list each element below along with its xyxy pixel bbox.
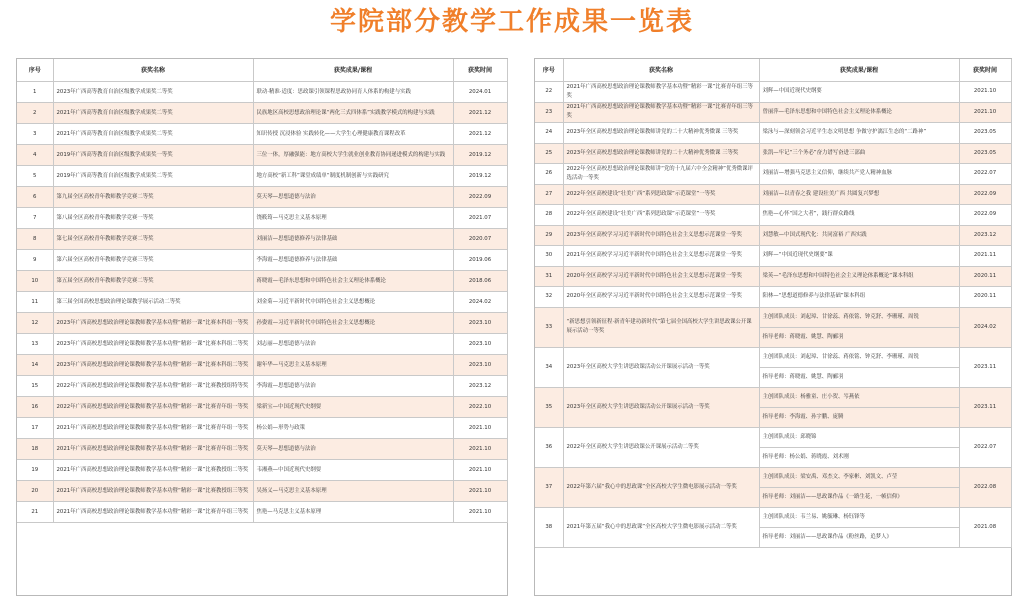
award-result: 刘辉—“中国近现代史纲要”课: [759, 246, 959, 267]
row-number: 4: [17, 145, 53, 166]
award-result: 焦艳—心怀“国之大者”，践行群众路线: [759, 205, 959, 226]
award-time: 2021.10: [453, 481, 507, 502]
table-row: [17, 103, 507, 124]
award-name: 2023年全区高校学习习近平新时代中国特色社会主义思想示范课堂一等奖: [563, 225, 759, 246]
table-row: [535, 507, 1011, 547]
award-result: 梁英—“毛泽东思想和中国特色社会主义理论体系概论”课本科组: [759, 266, 959, 287]
table-row: [535, 205, 1011, 226]
award-result: 谢年华—马克思主义基本原理: [253, 355, 453, 376]
award-time: 2023.10: [453, 334, 507, 355]
award-time: 2024.02: [453, 292, 507, 313]
table-row: [535, 246, 1011, 267]
award-name: 2021年广西高等教育自治区级教学成果奖二等奖: [53, 124, 253, 145]
table-row: [17, 124, 507, 145]
award-time: 2022.09: [453, 187, 507, 208]
award-name: 第九届全区高校青年教师教学竞赛二等奖: [53, 187, 253, 208]
award-time: 2023.11: [959, 347, 1011, 387]
award-name: 2023年广西高校思想政治理论课教师教学基本功暨“精彩一课”比赛本科组二等奖: [53, 355, 253, 376]
table-row: [17, 418, 507, 439]
left-table-panel: [16, 58, 508, 596]
table-row: [17, 502, 507, 523]
row-number: 16: [17, 397, 53, 418]
right-table-panel: [534, 58, 1012, 596]
award-result: 李海霞—思想道德与法治: [253, 376, 453, 397]
award-time: 2021.07: [453, 208, 507, 229]
row-number: 1: [17, 82, 53, 103]
team-members: 主创团队成员：邱晓锦: [760, 428, 959, 448]
award-name: 2021年广西高校思想政治理论课教师教学基本功暨“精彩一课”比赛青年组二等奖: [53, 439, 253, 460]
header-award: 获奖名称: [53, 59, 253, 82]
award-time: 2021.12: [453, 103, 507, 124]
table-row: [17, 481, 507, 502]
row-number: 28: [535, 205, 563, 226]
award-name: 2022年全区高校建设“壮美广西”系列思政课”示范课堂”一等奖: [563, 205, 759, 226]
row-number: 38: [535, 507, 563, 547]
award-time: 2020.11: [959, 266, 1011, 287]
table-row: [535, 307, 1011, 347]
award-result: 李海霞—思想道德修养与法律基础: [253, 250, 453, 271]
row-number: 26: [535, 164, 563, 185]
row-number: 11: [17, 292, 53, 313]
award-result: 杨公娟—形势与政策: [253, 418, 453, 439]
award-name: 2023年全区高校大学生讲思政课活动公开课展示活动一等奖: [563, 347, 759, 387]
award-result: 曾丽萍—毛泽东思想和中国特色社会主义理论体系概论: [759, 102, 959, 123]
award-time: 2023.11: [959, 387, 1011, 427]
header-result: 获奖成果/课程: [759, 59, 959, 82]
row-number: 18: [17, 439, 53, 460]
row-number: 23: [535, 102, 563, 123]
award-name: 2022年第六届“我心中的思政课”全区高校大学生微电影展示活动一等奖: [563, 467, 759, 507]
row-number: 33: [535, 307, 563, 347]
award-time: 2021.10: [959, 82, 1011, 103]
award-name: “新思想引领新征程·新青年建功新时代”第七届全国高校大学生讲思政课公开课展示活动一等奖: [563, 307, 759, 347]
table-header-row: [17, 59, 507, 82]
award-name: 2019年广西高等教育自治区级教学成果奖二等奖: [53, 166, 253, 187]
award-name: 2021年广西高等教育自治区级教学成果奖二等奖: [53, 103, 253, 124]
award-name: 2019年广西高等教育自治区级教学成果奖一等奖: [53, 145, 253, 166]
award-time: 2022.07: [959, 164, 1011, 185]
award-result: 刘慧敏—中国式现代化：共同富裕 广西实践: [759, 225, 959, 246]
award-name: 2022年广西高校思想政治理论课教师教学基本功暨“精彩一课”比赛教授组特等奖: [53, 376, 253, 397]
row-number: 10: [17, 271, 53, 292]
award-result: 刘辉—中国近现代史纲要: [759, 82, 959, 103]
award-result: [759, 307, 959, 347]
table-row: [535, 266, 1011, 287]
award-result: 梁泳与—深刻领会习近平生态文明思想 争做守护漓江生态的“二路神”: [759, 123, 959, 144]
award-result: 联动·精准·适度：思政课引领课程思政协同育人体系的构建与实践: [253, 82, 453, 103]
right-table-body: [535, 82, 1011, 548]
award-time: 2021.10: [453, 502, 507, 523]
row-number: 36: [535, 427, 563, 467]
table-row: [17, 145, 507, 166]
header-time: 获奖时间: [959, 59, 1011, 82]
row-number: 15: [17, 376, 53, 397]
award-time: 2021.12: [453, 124, 507, 145]
table-row: [17, 292, 507, 313]
award-result: 饶筱筠—马克思主义基本原理: [253, 208, 453, 229]
row-number: 21: [17, 502, 53, 523]
row-number: 35: [535, 387, 563, 427]
table-row: [17, 82, 507, 103]
award-time: 2023.05: [959, 123, 1011, 144]
advisors: 指导老师：蒋晓霞、姚慧、陶郦羽: [762, 373, 844, 380]
award-name: 2022年全区高校建设“壮美广西”系列思政课”示范课堂”一等奖: [563, 184, 759, 205]
award-name: 第六届全区高校青年教师教学竞赛三等奖: [53, 250, 253, 271]
award-name: 2023年全区高校思想政治理论课教师讲党的二十大精神优秀微课 三等奖: [563, 143, 759, 164]
award-time: 2018.06: [453, 271, 507, 292]
table-row: [535, 387, 1011, 427]
team-members: 主创团队成员：杨雅童、庄小贺、岑燕依: [760, 388, 959, 408]
award-name: 2021年广西高校思想政治理论课教师教学基本功暨“精彩一课”比赛教授组三等奖: [53, 481, 253, 502]
award-result: 莫天琴—思想道德与法治: [253, 439, 453, 460]
left-awards-table: [17, 59, 508, 523]
advisors: 指导老师：杨公娟、蒋晓霞、刘术刚: [762, 453, 849, 460]
left-table-body: [17, 82, 507, 523]
row-number: 24: [535, 123, 563, 144]
award-result: 地方高校“新工科”课堂成绩单“制度机制创新与实践研究: [253, 166, 453, 187]
table-row: [535, 225, 1011, 246]
award-time: 2022.09: [959, 205, 1011, 226]
award-result: 蒋晓霞—毛泽东思想和中国特色社会主义理论体系概论: [253, 271, 453, 292]
award-result: 刘金菊—习近平新时代中国特色社会主义思想概论: [253, 292, 453, 313]
award-result: 刘丽洁—以青春之我 建设壮美广西 共圆复兴梦想: [759, 184, 959, 205]
row-number: 29: [535, 225, 563, 246]
award-time: 2022.09: [959, 184, 1011, 205]
row-number: 3: [17, 124, 53, 145]
award-result: 焦艳—马克思主义基本原理: [253, 502, 453, 523]
award-result: [759, 347, 959, 387]
award-time: 2022.07: [959, 427, 1011, 467]
award-result: 刘丽洁—思想道德修养与法律基础: [253, 229, 453, 250]
award-name: 2021年广西高校思想政治理论课教师教学基本功暨“精彩一课”比赛青年组一等奖: [53, 418, 253, 439]
page-title: 学院部分教学工作成果一览表: [329, 7, 694, 37]
award-time: 2020.07: [453, 229, 507, 250]
row-number: 2: [17, 103, 53, 124]
row-number: 7: [17, 208, 53, 229]
award-time: 2023.12: [959, 225, 1011, 246]
award-time: 2021.10: [959, 102, 1011, 123]
row-number: 25: [535, 143, 563, 164]
team-members: 主创团队成员：韦兰易、姚毓琳、杨钰锋等: [760, 508, 959, 528]
award-name: 2022年广西高校思想政治理论课教师教学基本功暨“精彩一课”比赛青年组一等奖: [53, 397, 253, 418]
award-result: 孙姿霞—习近平新时代中国特色社会主义思想概论: [253, 313, 453, 334]
row-number: 9: [17, 250, 53, 271]
award-result: [759, 507, 959, 547]
award-result: 吴扬义—马克思主义基本原理: [253, 481, 453, 502]
award-result: [759, 387, 959, 427]
award-time: 2021.10: [453, 418, 507, 439]
award-name: 2021年全区高校学习习近平新时代中国特色社会主义思想示范课堂一等奖: [563, 246, 759, 267]
award-name: 2021年第五届“我心中的思政课”全区高校大学生微电影展示活动二等奖: [563, 507, 759, 547]
row-number: 19: [17, 460, 53, 481]
award-name: 2023年广西高等教育自治区级教学成果奖二等奖: [53, 82, 253, 103]
header-award: 获奖名称: [563, 59, 759, 82]
table-row: [17, 397, 507, 418]
table-row: [535, 467, 1011, 507]
row-number: 8: [17, 229, 53, 250]
team-members: 主创团队成员：梁安禹、邓杰文、李家彬、刘凯文、卢莹: [760, 468, 959, 488]
row-number: 27: [535, 184, 563, 205]
award-result: 三位一体，厚融强能：地方高校大学生就业创业教育协同递进模式的构建与实践: [253, 145, 453, 166]
table-row: [17, 229, 507, 250]
team-members: 主创团队成员：刘起璋、甘徐蕊、蒋依铭、钟克舒、李珊瑾、周锐: [760, 308, 959, 328]
table-row: [17, 271, 507, 292]
award-result: 刘志丽—思想道德与法治: [253, 334, 453, 355]
award-name: 2021年广西高校思想政治理论课教师教学基本功暨“精彩一课”比赛青年组三等奖: [563, 82, 759, 103]
award-name: 2021年广西高校思想政治理论课教师教学基本功暨“精彩一课”比赛青年组三等奖: [53, 502, 253, 523]
award-time: 2024.02: [959, 307, 1011, 347]
award-name: 第三届全国高校思想政治理论课教学展示活动二等奖: [53, 292, 253, 313]
award-time: 2019.12: [453, 166, 507, 187]
award-name: 2023年广西高校思想政治理论课教师教学基本功暨“精彩一课”比赛本科组二等奖: [53, 334, 253, 355]
row-number: 32: [535, 287, 563, 308]
award-result: 刘丽洁—增强马克思主义信仰，继续共产党人精神血脉: [759, 164, 959, 185]
header-no: 序号: [17, 59, 53, 82]
row-number: 17: [17, 418, 53, 439]
table-row: [17, 460, 507, 481]
award-name: 第八届全区高校青年教师教学竞赛一等奖: [53, 208, 253, 229]
award-time: 2022.08: [959, 467, 1011, 507]
table-row: [535, 123, 1011, 144]
row-number: 30: [535, 246, 563, 267]
row-number: 34: [535, 347, 563, 387]
award-time: 2021.10: [453, 439, 507, 460]
right-awards-table: [535, 59, 1012, 548]
row-number: 13: [17, 334, 53, 355]
row-number: 6: [17, 187, 53, 208]
advisors: 指导老师：刘丽洁——思政课作品《一路生花，一帧信仰》: [762, 493, 903, 500]
table-row: [535, 102, 1011, 123]
award-name: 2023年全区高校思想政治理论课教师讲党的二十大精神优秀微课 三等奖: [563, 123, 759, 144]
table-row: [535, 143, 1011, 164]
team-members: 主创团队成员：刘起璋、甘徐蕊、蒋依铭、钟克舒、李珊瑾、周锐: [760, 348, 959, 368]
award-result: 阳林—“思想道德修养与法律基础”课本科组: [759, 287, 959, 308]
table-row: [17, 334, 507, 355]
table-row: [17, 208, 507, 229]
table-row: [17, 376, 507, 397]
award-result: 民族地区高校思想政治理论课“两化三式四体系”实践教学模式的构建与实践: [253, 103, 453, 124]
row-number: 14: [17, 355, 53, 376]
header-no: 序号: [535, 59, 563, 82]
award-time: 2023.12: [453, 376, 507, 397]
table-header-row: [535, 59, 1011, 82]
advisors: 指导老师：刘丽洁——思政课作品《粉丝路，追梦人》: [762, 533, 892, 540]
award-name: 2023年广西高校思想政治理论课教师教学基本功暨“精彩一课”比赛本科组一等奖: [53, 313, 253, 334]
award-result: 张凯—牢记“三个务必”奋力谱写奋进三部曲: [759, 143, 959, 164]
award-result: [759, 467, 959, 507]
table-row: [535, 427, 1011, 467]
award-name: 2022年全区高校思想政治理论课教师讲“党的十九届六中全会精神”优秀微课评选活动一等奖: [563, 164, 759, 185]
award-time: 2023.10: [453, 313, 507, 334]
award-name: 2021年广西高校思想政治理论课教师教学基本功暨“精彩一课”比赛教授组二等奖: [53, 460, 253, 481]
award-name: 2021年广西高校思想政治理论课教师教学基本功暨“精彩一课”比赛青年组三等奖: [563, 102, 759, 123]
header-time: 获奖时间: [453, 59, 507, 82]
table-row: [535, 287, 1011, 308]
award-time: 2024.01: [453, 82, 507, 103]
award-time: 2021.10: [453, 460, 507, 481]
table-row: [17, 439, 507, 460]
table-row: [17, 187, 507, 208]
row-number: 5: [17, 166, 53, 187]
table-row: [17, 166, 507, 187]
header-result: 获奖成果/课程: [253, 59, 453, 82]
table-row: [17, 250, 507, 271]
award-result: 知识传授 沉浸体验 实践转化——大学生心理健康教育课程改革: [253, 124, 453, 145]
table-row: [535, 347, 1011, 387]
award-name: 第七届全区高校青年教师教学竞赛二等奖: [53, 229, 253, 250]
award-time: 2023.10: [453, 355, 507, 376]
award-time: 2019.06: [453, 250, 507, 271]
award-result: 韦湘燕—中国近现代史纲要: [253, 460, 453, 481]
advisors: 指导老师：李海霞、孙宇鹏、庞腾: [762, 413, 844, 420]
table-row: [17, 313, 507, 334]
table-row: [17, 355, 507, 376]
advisors: 指导老师：蒋晓霞、姚慧、陶郦羽: [762, 333, 844, 340]
award-time: 2019.12: [453, 145, 507, 166]
award-name: 2023年全区高校大学生讲思政课活动公开课展示活动一等奖: [563, 387, 759, 427]
row-number: 37: [535, 467, 563, 507]
table-row: [535, 82, 1011, 103]
award-name: 2022年全区高校大学生讲思政课公开课展示活动二等奖: [563, 427, 759, 467]
row-number: 22: [535, 82, 563, 103]
award-result: 莫天琴—思想道德与法治: [253, 187, 453, 208]
table-row: [535, 184, 1011, 205]
award-time: 2022.10: [453, 397, 507, 418]
award-time: 2021.11: [959, 246, 1011, 267]
row-number: 31: [535, 266, 563, 287]
award-time: 2021.08: [959, 507, 1011, 547]
row-number: 12: [17, 313, 53, 334]
award-name: 第五届全区高校青年教师教学竞赛二等奖: [53, 271, 253, 292]
award-time: 2020.11: [959, 287, 1011, 308]
award-result: [759, 427, 959, 467]
award-time: 2023.05: [959, 143, 1011, 164]
award-name: 2020年全区高校学习习近平新时代中国特色社会主义思想示范课堂一等奖: [563, 266, 759, 287]
row-number: 20: [17, 481, 53, 502]
table-row: [535, 164, 1011, 185]
award-name: 2020年全区高校学习习近平新时代中国特色社会主义思想示范课堂一等奖: [563, 287, 759, 308]
award-result: 梁新宝—中国近现代史纲要: [253, 397, 453, 418]
